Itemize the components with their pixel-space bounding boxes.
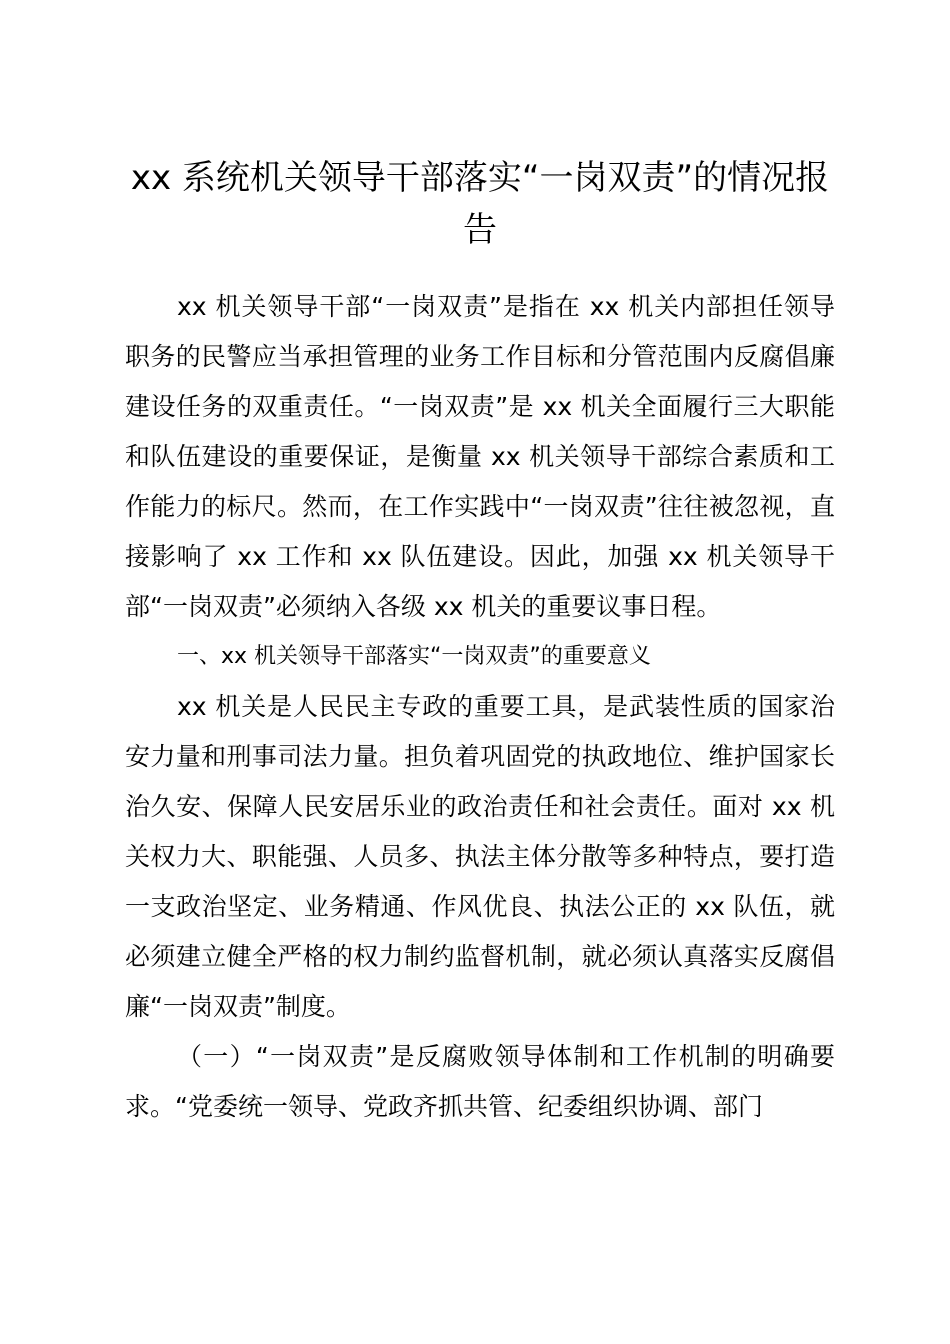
document-title: xx 系统机关领导干部落实“一岗双责”的情况报告 [130, 158, 830, 250]
intro-paragraph: xx 机关领导干部“一岗双责”是指在 xx 机关内部担任领导职务的民警应当承担管理的业务工作目标和分管范围内反腐倡廉建设任务的双重责任。“一岗双责”是 xx 机关全面履行三大职能和队伍建设的重要保证，是衡量 xx 机关领导干部综合素质和工作能力的标尺。然而，在工作实践中“一岗双责”往往被忽视，直接影响了 xx 工作和 xx 队伍建设。因此，加强 xx 机关领导干部“一岗双责”必须纳入各级 xx 机关的重要议事日程。 [125, 292, 835, 621]
document-body [125, 282, 835, 1132]
section-paragraph: xx 机关是人民民主专政的重要工具，是武装性质的国家治安力量和刑事司法力量。担负着巩固党的执政地位、维护国家长治久安、保障人民安居乐业的政治责任和社会责任。面对 xx 机关权力大、职能强、人员多、执法主体分散等多种特点，要打造一支政治坚定、业务精通、作风优良、执法公正的 xx 队伍，就必须建立健全严格的权力制约监督机制，就必须认真落实反腐倡廉“一岗双责”制度。 [125, 692, 835, 1021]
section-heading: 一、xx 机关领导干部落实“一岗双责”的重要意义 [177, 644, 651, 669]
subsection-paragraph: （一）“一岗双责”是反腐败领导体制和工作机制的明确要求。“党委统一领导、党政齐抓共管、纪委组织协调、部门 [125, 1042, 835, 1121]
